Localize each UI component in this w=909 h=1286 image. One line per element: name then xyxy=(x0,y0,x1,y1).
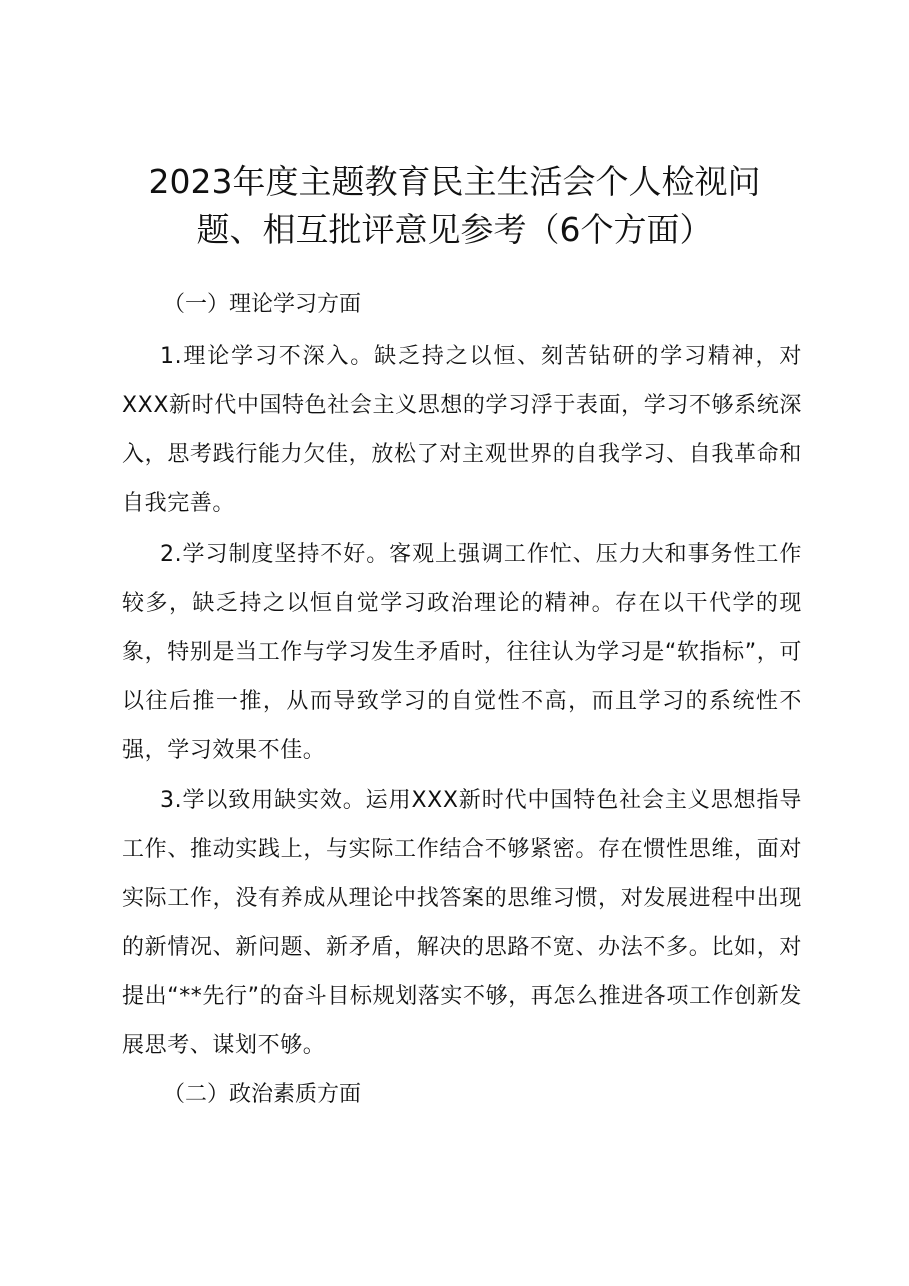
paragraph-1: 1.理论学习不深入。缺乏持之以恒、刻苦钻研的学习精神，对XXX新时代中国特色社会主义思想的学习浮于表面，学习不够系统深入，思考践行能力欠佳，放松了对主观世界的自我学习、自我革命和自我完善。 xyxy=(122,344,802,516)
paragraph-2: 2.学习制度坚持不好。客观上强调工作忙、压力大和事务性工作较多，缺乏持之以恒自觉学习政治理论的精神。存在以干代学的现象，特别是当工作与学习发生矛盾时，往往认为学习是“软指标”，可以往后推一推，从而导致学习的自觉性不高，而且学习的系统性不强，学习效果不佳。 xyxy=(122,542,802,763)
section-heading-political-quality: （二）政治素质方面 xyxy=(163,1082,362,1107)
document-title-line-2: 题、相互批评意见参考（6个方面） xyxy=(196,210,713,249)
paragraph-3: 3.学以致用缺实效。运用XXX新时代中国特色社会主义思想指导工作、推动实践上，与实际工作结合不够紧密。存在惯性思维，面对实际工作，没有养成从理论中找答案的思维习惯，对发展进程中出现的新情况、新问题、新矛盾，解决的思路不宽、办法不多。比如，对提出“**先行”的奋斗目标规划落实不够，再怎么推进各项工作创新发展思考、谋划不够。 xyxy=(122,788,802,1058)
section-heading-theory-study: （一）理论学习方面 xyxy=(163,292,362,317)
document-title-line-1: 2023年度主题教育民主生活会个人检视问 xyxy=(148,162,761,201)
